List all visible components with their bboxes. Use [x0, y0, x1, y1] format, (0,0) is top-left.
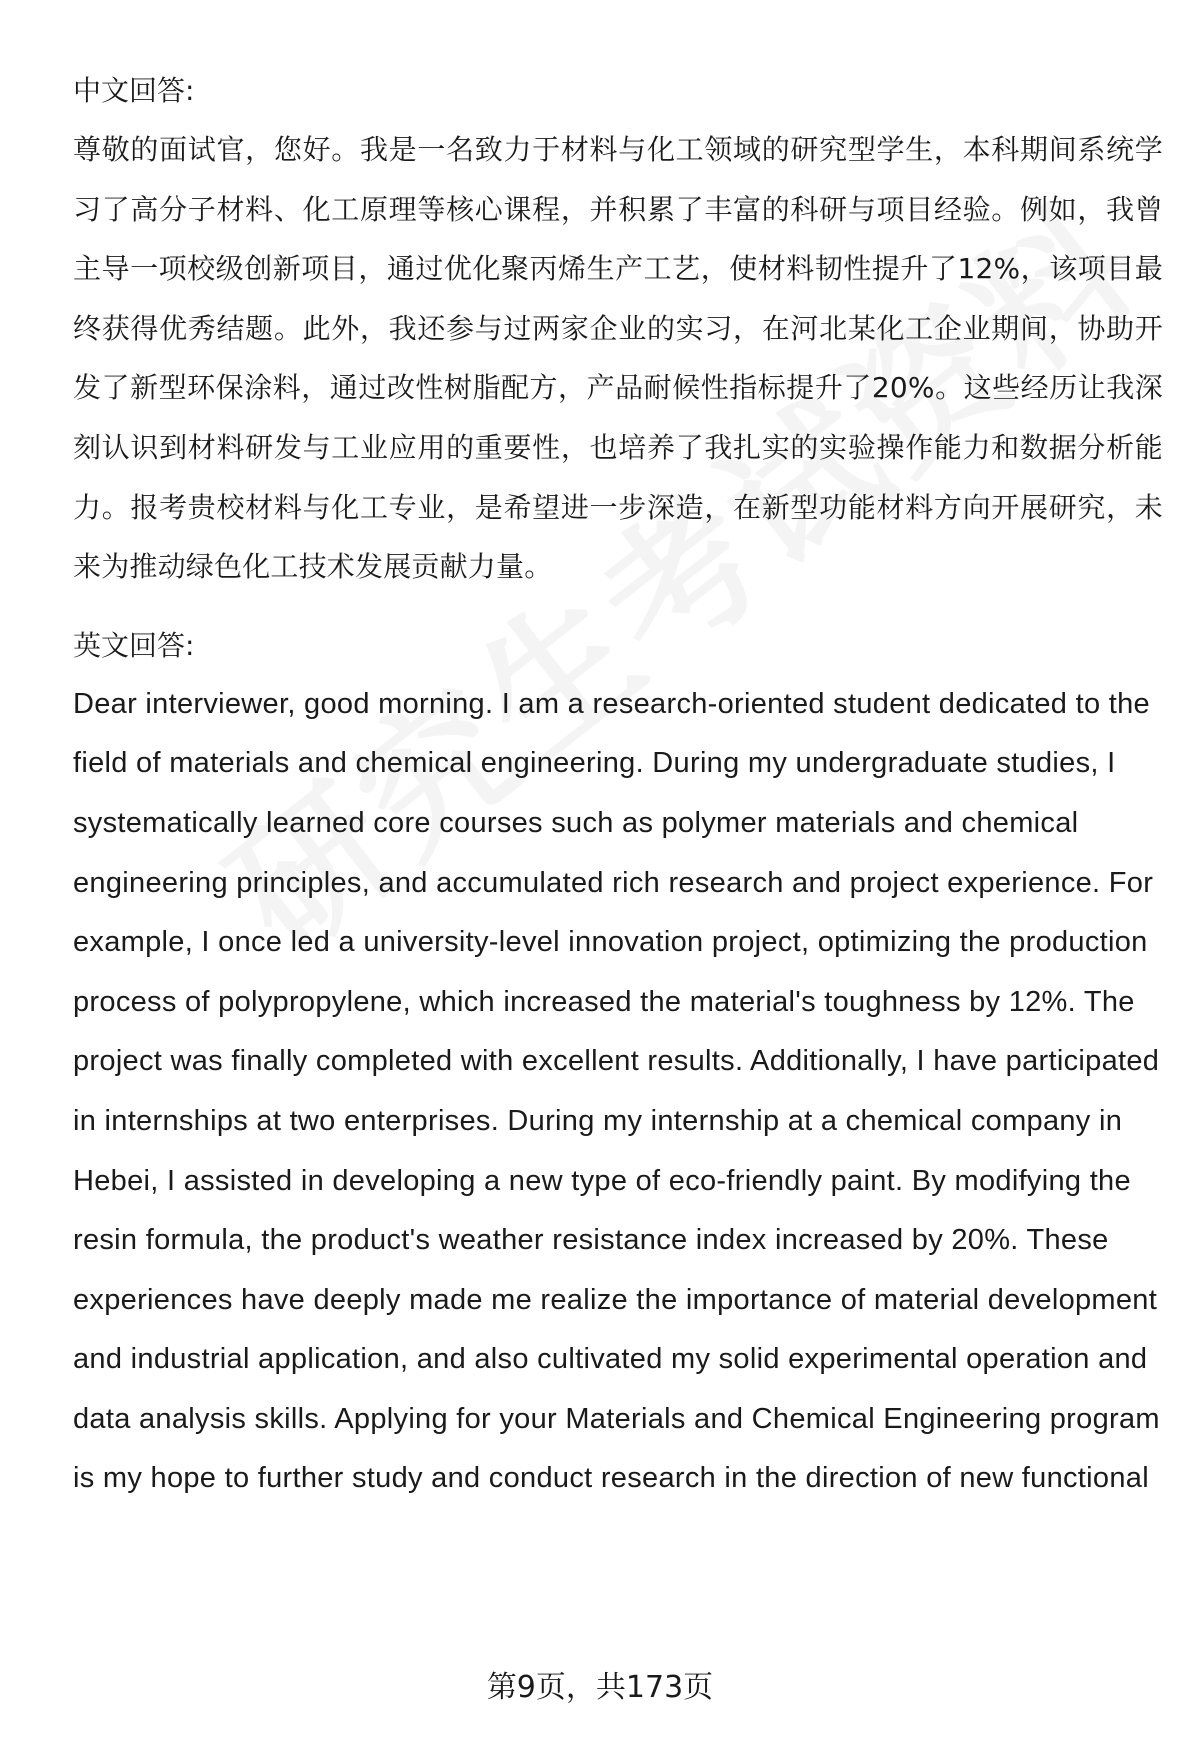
document-page [73, 62, 1163, 1509]
section-spacer [73, 597, 1163, 617]
english-answer-heading: 英文回答: [73, 628, 195, 662]
chinese-answer-heading: 中文回答: [73, 74, 195, 107]
english-answer-paragraph: Dear interviewer, good morning. I am a research-oriented student dedicated to the field of materials and chemical engineering. During my undergraduate studies, I systematically learned core courses such as polymer materials and chemical engineering principles, and accumulated rich research and project experience. For example, I once led a university-level innovation project, optimizing the production process of polypropylene, which increased the material's toughness by 12%. The project was finally completed with excellent results. Additionally, I have participated in internships at two enterprises. During my internship at a chemical company in Hebei, I assisted in developing a new type of eco-friendly paint. By modifying the resin formula, the product's weather resistance index increased by 20%. These experiences have deeply made me realize the importance of material development and industrial application, and also cultivated my solid experimental operation and data analysis skills. Applying for your Materials and Chemical Engineering program is my hope to further study and conduct research in the direction of new functional [73, 687, 1160, 1495]
chinese-answer-paragraph: 尊敬的面试官，您好。我是一名致力于材料与化工领域的研究型学生，本科期间系统学习了高分子材料、化工原理等核心课程，并积累了丰富的科研与项目经验。例如，我曾主导一项校级创新项目，通过优化聚丙烯生产工艺，使材料韧性提升了12%，该项目最终获得优秀结题。此外，我还参与过两家企业的实习，在河北某化工企业期间，协助开发了新型环保涂料，通过改性树脂配方，产品耐候性指标提升了20%。这些经历让我深刻认识到材料研发与工业应用的重要性，也培养了我扎实的实验操作能力和数据分析能力。报考贵校材料与化工专业，是希望进一步深造，在新型功能材料方向开展研究，未来为推动绿色化工技术发展贡献力量。 [73, 133, 1163, 584]
page-number-footer: 第9页，共173页 [486, 1670, 714, 1705]
